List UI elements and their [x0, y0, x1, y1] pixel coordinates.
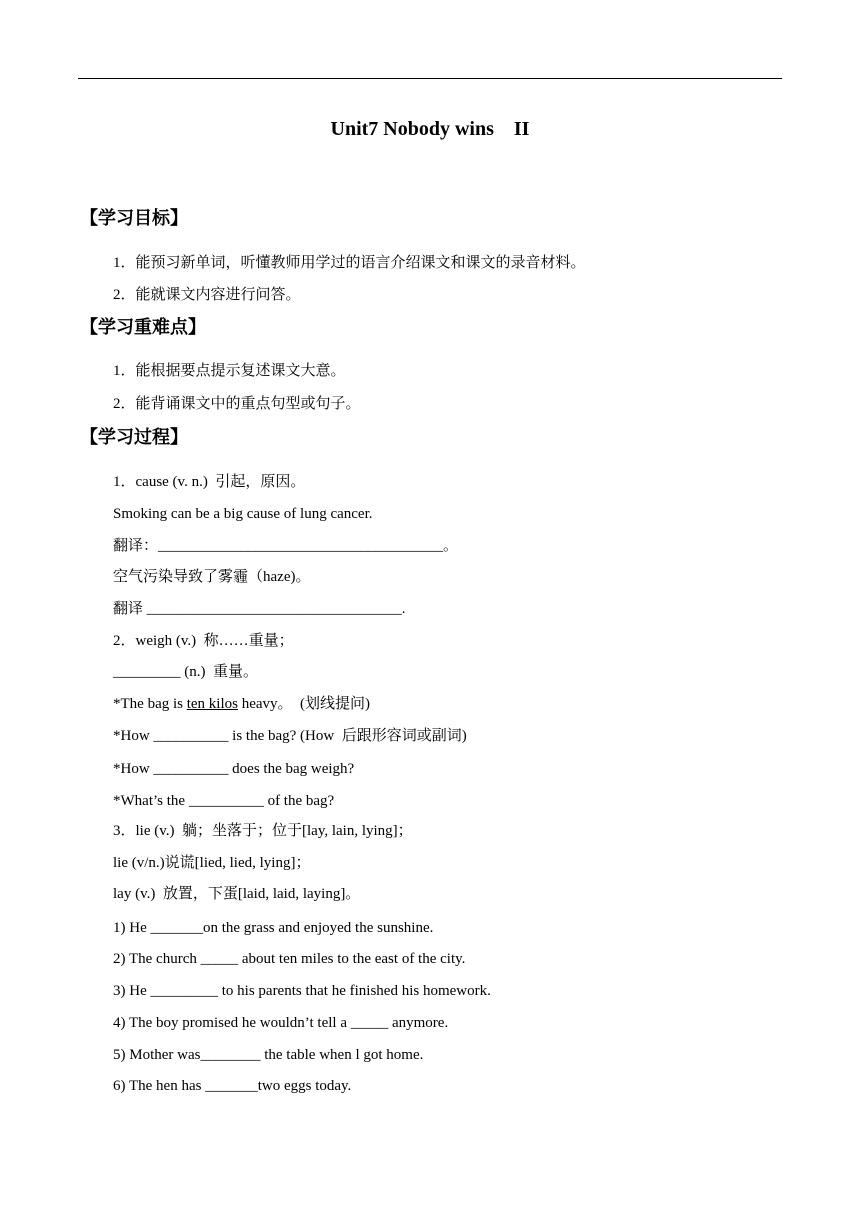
process-line: *What’s the __________ of the bag?: [113, 793, 335, 809]
page-title: Unit7 Nobody wins II: [330, 118, 530, 140]
objective-item-1: 1．能预习新单词，听懂教师用学过的语言介绍课文和课文的录音材料。: [113, 255, 586, 271]
process-line: 3．lie (v.) 躺；坐落于；位于[lay, lain, lying]；: [113, 823, 413, 839]
process-line: lay (v.) 放置，下蛋[laid, laid, laying]。: [113, 886, 361, 902]
exercise-line: 5) Mother was________ the table when l got home.: [113, 1047, 424, 1063]
objective-item-2: 2．能就课文内容进行问答。: [113, 287, 301, 303]
exercise-line: 1) He _______on the grass and enjoyed the sunshine.: [113, 920, 434, 936]
keypoint-item-2: 2．能背诵课文中的重点句型或句子。: [113, 396, 361, 412]
process-line: Smoking can be a big cause of lung cancer.: [113, 506, 373, 522]
heading-keypoints: 【学习重难点】: [80, 317, 206, 338]
process-line: lie (v/n.)说谎[lied, lied, lying]；: [113, 855, 311, 871]
heading-objectives: 【学习目标】: [80, 208, 188, 229]
process-line: 1．cause (v. n.) 引起，原因。: [113, 474, 306, 490]
process-line: *How __________ does the bag weigh?: [113, 761, 355, 777]
underline-before: *The bag is: [113, 696, 187, 712]
header-rule: [78, 78, 782, 79]
process-line: _________ (n.) 重量。: [113, 664, 258, 680]
exercise-line: 6) The hen has _______two eggs today.: [113, 1078, 352, 1094]
exercise-line: 2) The church _____ about ten miles to the east of the city.: [113, 951, 466, 967]
underlined-phrase: ten kilos: [186, 696, 238, 712]
process-line: 2．weigh (v.) 称……重量；: [113, 633, 294, 649]
process-line: 翻译：______________________________________。: [113, 538, 459, 554]
exercise-line: 3) He _________ to his parents that he finished his homework.: [113, 983, 491, 999]
exercise-line: 4) The boy promised he wouldn’t tell a _____ anymore.: [113, 1015, 449, 1031]
keypoint-item-1: 1．能根据要点提示复述课文大意。: [113, 363, 346, 379]
underline-after: heavy。 (划线提问): [237, 696, 371, 712]
process-line: 空气污染导致了雾霾（haze)。: [113, 569, 311, 585]
underline-question-line: [113, 694, 370, 714]
heading-process: 【学习过程】: [80, 427, 188, 448]
process-line: 翻译 __________________________________.: [113, 601, 406, 617]
process-line: *How __________ is the bag? (How 后跟形容词或副词): [113, 728, 467, 744]
